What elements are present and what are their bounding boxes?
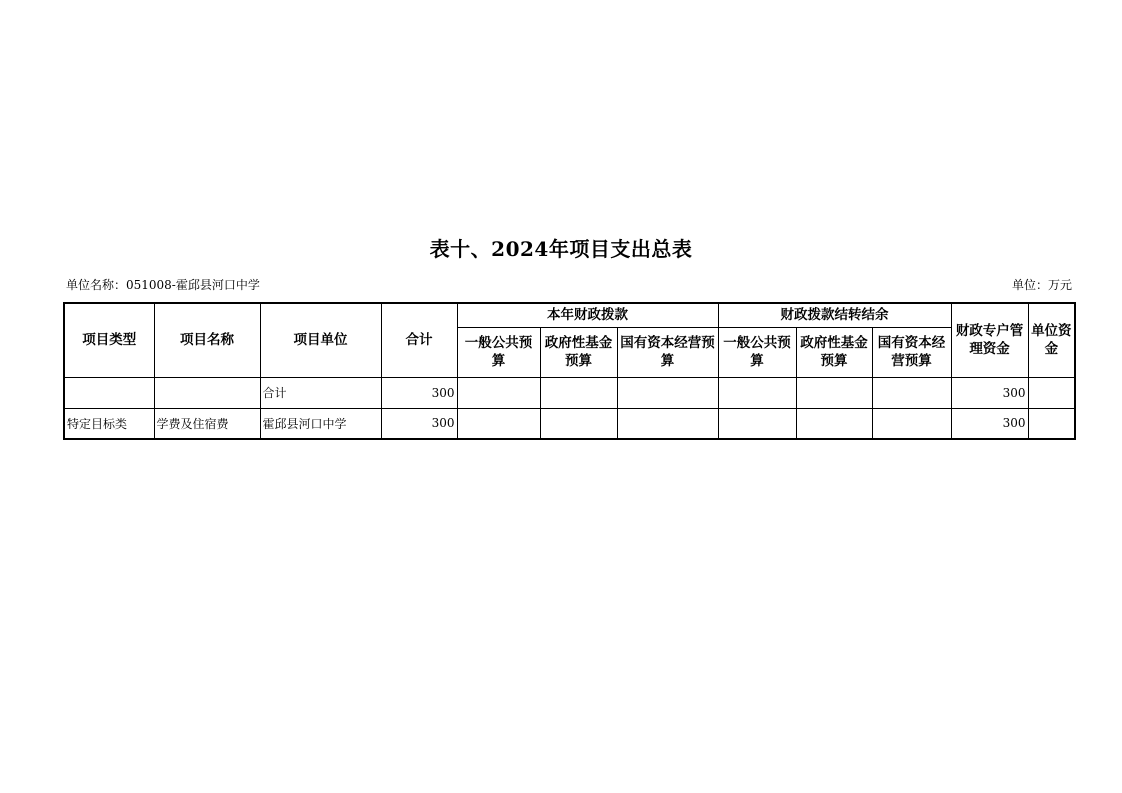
- unit-name-label: 单位名称：051008-霍邱县河口中学: [66, 278, 260, 292]
- header-general-budget: 一般公共预算: [457, 327, 540, 377]
- cell-special-account-funds: 300: [951, 377, 1028, 408]
- header-carry-general-budget: 一般公共预算: [718, 327, 796, 377]
- cell-carry-gov-fund-budget: [796, 408, 872, 439]
- currency-unit-label: 单位：万元: [1011, 278, 1072, 292]
- table-row-total: [64, 377, 1075, 408]
- cell-general-budget: [457, 408, 540, 439]
- header-project-name: 项目名称: [154, 303, 260, 377]
- cell-special-account-funds: 300: [951, 408, 1028, 439]
- header-carryover-balance: 财政拨款结转结余: [718, 303, 951, 327]
- cell-carry-general-budget: [718, 377, 796, 408]
- cell-project-type: 特定目标类: [64, 408, 154, 439]
- cell-carry-state-capital-budget: [872, 408, 951, 439]
- cell-total: 300: [381, 408, 457, 439]
- cell-unit-funds: [1028, 377, 1075, 408]
- cell-carry-state-capital-budget: [872, 377, 951, 408]
- cell-general-budget: [457, 377, 540, 408]
- cell-total: 300: [381, 377, 457, 408]
- cell-state-capital-budget: [617, 377, 718, 408]
- header-total: 合计: [381, 303, 457, 377]
- header-unit-funds: 单位资金: [1028, 303, 1075, 377]
- cell-carry-general-budget: [718, 408, 796, 439]
- cell-project-unit: 合计: [260, 377, 381, 408]
- header-row-group: [64, 303, 1075, 327]
- cell-project-name: 学费及住宿费: [154, 408, 260, 439]
- cell-project-type: [64, 377, 154, 408]
- header-carry-state-capital-budget: 国有资本经营预算: [872, 327, 951, 377]
- table-row: [64, 408, 1075, 439]
- header-current-year-allocation: 本年财政拨款: [457, 303, 718, 327]
- cell-gov-fund-budget: [540, 377, 617, 408]
- cell-state-capital-budget: [617, 408, 718, 439]
- report-title: 表十、2024年项目支出总表: [429, 237, 693, 261]
- header-gov-fund-budget: 政府性基金预算: [540, 327, 617, 377]
- header-carry-gov-fund-budget: 政府性基金预算: [796, 327, 872, 377]
- cell-project-name: [154, 377, 260, 408]
- cell-carry-gov-fund-budget: [796, 377, 872, 408]
- project-expenditure-table: [63, 302, 1076, 440]
- header-project-unit: 项目单位: [260, 303, 381, 377]
- header-project-type: 项目类型: [64, 303, 154, 377]
- cell-gov-fund-budget: [540, 408, 617, 439]
- header-state-capital-budget: 国有资本经营预算: [617, 327, 718, 377]
- cell-unit-funds: [1028, 408, 1075, 439]
- header-special-account-funds: 财政专户管理资金: [951, 303, 1028, 377]
- cell-project-unit: 霍邱县河口中学: [260, 408, 381, 439]
